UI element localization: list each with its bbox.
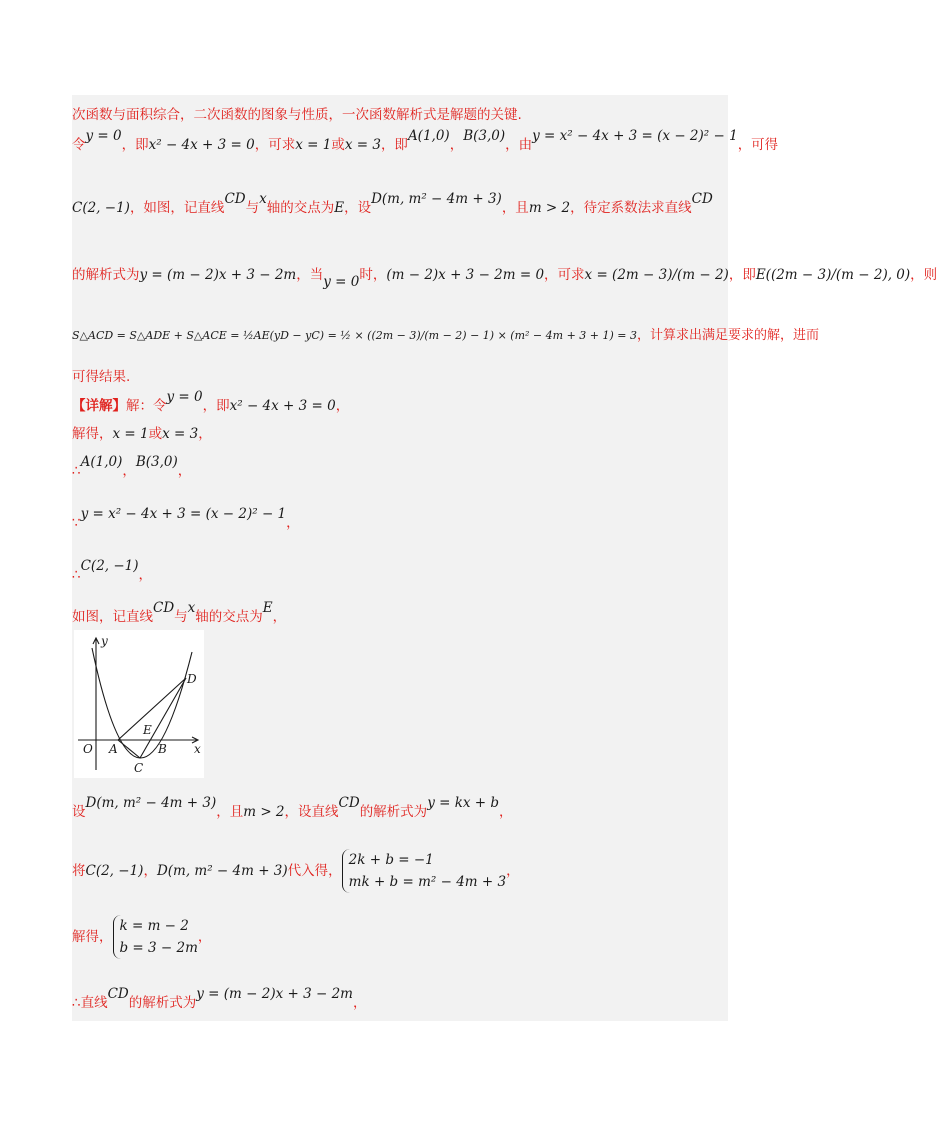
- text: 解得，: [72, 929, 113, 945]
- text: 时，: [359, 267, 387, 283]
- math: E: [262, 600, 273, 616]
- math: y = x² − 4x + 3 = (x − 2)² − 1: [532, 128, 738, 144]
- label-B: B: [158, 742, 167, 756]
- text: 轴的交点为: [266, 200, 335, 216]
- text: ，可求: [544, 267, 585, 283]
- label-x: x: [194, 742, 201, 756]
- label-O: O: [83, 742, 93, 756]
- text: ，即: [380, 137, 408, 153]
- text: ，: [286, 515, 300, 531]
- math: y = 0: [166, 389, 203, 405]
- math: x = 1: [295, 137, 332, 153]
- text-line: [72, 986, 367, 1013]
- math: x: [187, 600, 196, 616]
- text: ∵: [72, 515, 81, 531]
- text: ∴: [72, 463, 81, 479]
- math: 2k + b = −1: [348, 852, 434, 868]
- text: 解：令: [126, 398, 167, 414]
- text: 将: [72, 863, 86, 879]
- math: x = (2m − 3)/(m − 2): [584, 267, 729, 283]
- text-line: [72, 424, 212, 444]
- math: D(m, m² − 4m + 3): [156, 863, 288, 879]
- text: ，设直线: [284, 804, 339, 820]
- math: D(m, m² − 4m + 3): [85, 795, 217, 811]
- math: C(2, −1): [85, 863, 144, 879]
- math: B(3,0): [135, 454, 178, 470]
- text: ，如图，记直线: [129, 200, 225, 216]
- text-line: [72, 367, 130, 387]
- text-line: [72, 847, 520, 895]
- text: ，: [197, 929, 212, 945]
- text: ，: [143, 863, 157, 879]
- text: ，可得: [737, 137, 779, 153]
- math: y = 0: [323, 274, 360, 290]
- equation-system: [342, 849, 506, 893]
- text-line: [72, 105, 522, 125]
- label-C: C: [134, 761, 144, 775]
- label-E: E: [143, 723, 152, 737]
- text: 的解析式为: [72, 267, 140, 283]
- math: D(m, m² − 4m + 3): [371, 191, 502, 207]
- text: ，: [506, 863, 520, 879]
- label-A: A: [109, 742, 118, 756]
- line-AD: [118, 678, 186, 740]
- parabola-curve: [92, 648, 192, 758]
- text: ，: [122, 463, 136, 479]
- text: 与: [245, 200, 260, 216]
- text: 的解析式为: [128, 995, 197, 1011]
- text-line: [72, 265, 937, 290]
- text: 可得结果.: [72, 369, 131, 385]
- text: ，: [177, 463, 192, 479]
- text: ，: [138, 567, 153, 583]
- text-line: [72, 389, 350, 416]
- math: C(2, −1): [72, 200, 130, 216]
- text: ，且: [216, 804, 244, 820]
- text-line: [72, 913, 211, 961]
- text: ，: [272, 609, 287, 625]
- math: b = 3 − 2m: [119, 940, 198, 956]
- label-y: y: [101, 634, 108, 648]
- text: ，可求: [254, 137, 296, 153]
- math: A(1,0): [407, 128, 450, 144]
- solution-panel: [72, 95, 937, 1021]
- text: ，待定系数法求直线: [570, 200, 692, 216]
- text: 次函数与面积综合，二次函数的图象与性质，一次函数解析式是解题的关键.: [72, 107, 522, 123]
- text-line: [72, 600, 287, 627]
- text: 令: [72, 137, 86, 153]
- text: ，设: [344, 200, 372, 216]
- math: A(1,0): [80, 454, 123, 470]
- math: E((2m − 3)/(m − 2), 0): [755, 267, 911, 283]
- text: 与: [174, 609, 188, 625]
- math: x: [259, 191, 267, 207]
- text: ∴: [72, 567, 81, 583]
- math: y = 0: [85, 128, 122, 144]
- equation-system: [113, 915, 198, 959]
- text-line: [72, 558, 153, 585]
- text: 如图，记直线: [72, 609, 153, 625]
- math: (m − 2)x + 3 − 2m = 0: [386, 267, 545, 283]
- line-AC: [118, 740, 140, 758]
- math: CD: [338, 795, 360, 811]
- text-line: [72, 191, 713, 218]
- text: ，则: [910, 267, 937, 283]
- text: ，: [352, 995, 367, 1011]
- text: 或: [331, 137, 345, 153]
- math: x² − 4x + 3 = 0: [229, 398, 336, 414]
- text: ，由: [505, 137, 533, 153]
- math: E: [334, 200, 345, 216]
- math: CD: [224, 191, 246, 207]
- text: ，: [449, 137, 464, 153]
- math: y = (m − 2)x + 3 − 2m: [139, 267, 297, 283]
- text: ，: [335, 398, 350, 414]
- math: S△ACD = S△ADE + S△ACE = ½AE(yD − yC) = ½ × ((2m − 3)/(m − 2) − 1) × (m² − 4m + 3 + 1) = 3: [72, 329, 637, 342]
- text: 代入得，: [287, 863, 342, 879]
- text: ，且: [501, 200, 529, 216]
- math: y = (m − 2)x + 3 − 2m: [196, 986, 353, 1002]
- text: ，即: [202, 398, 230, 414]
- math: x = 1: [112, 426, 149, 442]
- math: CD: [107, 986, 129, 1002]
- math: mk + b = m² − 4m + 3: [348, 874, 507, 890]
- text: 设: [72, 804, 86, 820]
- math: CD: [691, 191, 713, 207]
- text: ，即: [121, 137, 149, 153]
- text-line: [72, 506, 300, 533]
- text: ∴直线: [72, 995, 108, 1011]
- math: k = m − 2: [119, 918, 189, 934]
- text: ，当: [296, 267, 324, 283]
- math: m > 2: [243, 804, 285, 820]
- text: 解得，: [72, 426, 113, 442]
- math: C(2, −1): [80, 558, 139, 574]
- text: 或: [148, 426, 163, 442]
- math: x² − 4x + 3 = 0: [148, 137, 255, 153]
- text: ，: [198, 426, 212, 442]
- math: x = 3: [344, 137, 381, 153]
- label-detail: 【详解】: [72, 398, 126, 414]
- parabola-figure: [74, 630, 204, 778]
- text-line: [72, 454, 192, 481]
- text: 的解析式为: [359, 804, 428, 820]
- text-line: [72, 128, 779, 155]
- math: x = 3: [162, 426, 199, 442]
- math: y = kx + b: [427, 795, 500, 811]
- text-line: [72, 795, 513, 822]
- math: m > 2: [528, 200, 571, 216]
- text: ，: [499, 804, 513, 820]
- text: 轴的交点为: [195, 609, 263, 625]
- text: ，计算求出满足要求的解，进而: [637, 328, 820, 343]
- label-D: D: [187, 672, 197, 686]
- text-line: [72, 326, 819, 346]
- math: B(3,0): [463, 128, 506, 144]
- math: y = x² − 4x + 3 = (x − 2)² − 1: [80, 506, 287, 522]
- math: CD: [153, 600, 175, 616]
- text: ，即: [728, 267, 756, 283]
